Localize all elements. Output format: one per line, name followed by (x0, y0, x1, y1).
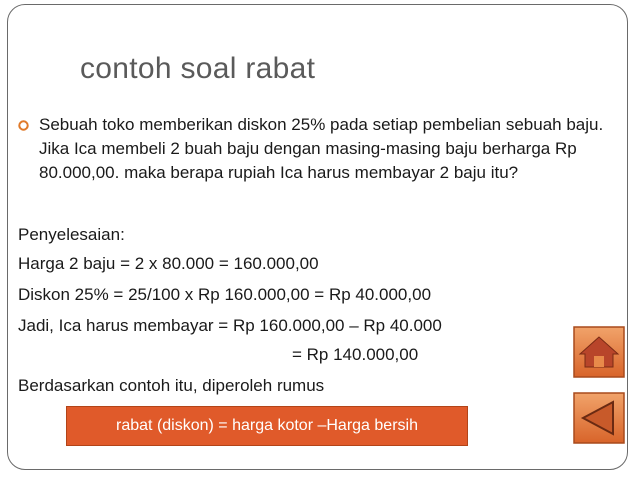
back-arrow-icon (573, 392, 625, 444)
price-line: Harga 2 baju = 2 x 80.000 = 160.000,00 (18, 254, 319, 273)
back-button[interactable] (573, 392, 625, 444)
bullet-text: Sebuah toko memberikan diskon 25% pada setiap pembelian sebuah baju. Jika Ica membeli 2 buah baju dengan masing-masing baju berharga Rp 80.000,00. maka berapa rupiah Ica harus membayar 2 baju itu? (39, 115, 604, 182)
formula-box (66, 406, 468, 446)
conclusion-line: Berdasarkan contoh itu, diperoleh rumus (18, 376, 325, 395)
slide-title: contoh soal rabat (80, 52, 316, 85)
home-icon (573, 326, 625, 378)
solution-heading: Penyelesaian: (18, 225, 125, 244)
payment-line: Jadi, Ica harus membayar = Rp 160.000,00 – Rp 40.000 (18, 316, 442, 335)
bullet-circle-icon (18, 120, 29, 131)
result-line: = Rp 140.000,00 (292, 345, 419, 364)
formula-text: rabat (diskon) = harga kotor –Harga bersih (116, 417, 418, 434)
bullet-item (18, 113, 608, 185)
discount-line: Diskon 25% = 25/100 x Rp 160.000,00 = Rp 40.000,00 (18, 285, 432, 304)
home-button[interactable] (573, 326, 625, 378)
